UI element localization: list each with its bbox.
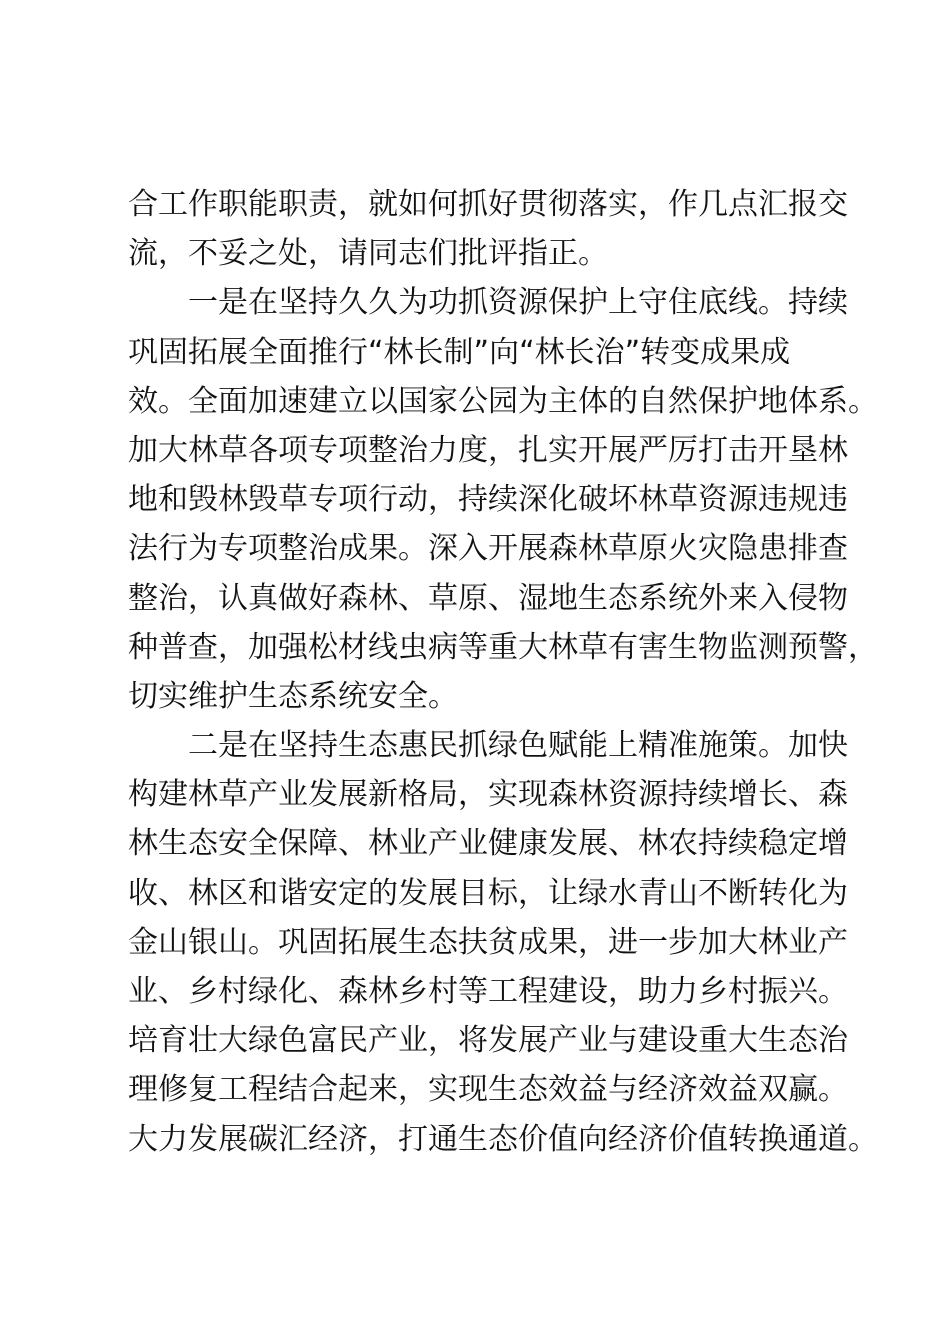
text-line: 业、乡村绿化、森林乡村等工程建设，助力乡村振兴。: [128, 974, 848, 1009]
text-line: 种普查，加强松材线虫病等重大林草有害生物监测预警，: [128, 629, 878, 665]
text-line: 林生态安全保障、林业产业健康发展、林农持续稳定增: [128, 826, 848, 862]
text-line: 地和毁林毁草专项行动，持续深化破坏林草资源违规违: [128, 482, 848, 518]
paragraph-first-line: 二是在坚持生态惠民抓绿色赋能上精准施策。加快: [188, 728, 848, 764]
text-line: 合工作职能职责，就如何抓好贯彻落实，作几点汇报交: [128, 187, 848, 222]
text-line: 培育壮大绿色富民产业，将发展产业与建设重大生态治: [128, 1023, 848, 1059]
paragraph-first-line: 一是在坚持久久为功抓资源保护上守住底线。持续: [188, 285, 848, 321]
text-line: 整治，认真做好森林、草原、湿地生态系统外来入侵物: [128, 580, 848, 616]
text-line: 构建林草产业发展新格局，实现森林资源持续增长、森: [128, 777, 848, 813]
text-line: 巩固拓展全面推行“林长制”向“林长治”转变成果成: [128, 334, 791, 370]
text-line: 法行为专项整治成果。深入开展森林草原火灾隐患排查: [128, 531, 848, 567]
text-line: 流，不妥之处，请同志们批评指正。: [128, 236, 608, 272]
text-line: 切实维护生态系统安全。: [128, 678, 458, 714]
text-line: 金山银山。巩固拓展生态扶贫成果，进一步加大林业产: [128, 924, 848, 960]
text-line: 理修复工程结合起来，实现生态效益与经济效益双赢。: [128, 1072, 848, 1108]
text-line: 大力发展碳汇经济，打通生态价值向经济价值转换通道。: [128, 1121, 878, 1157]
text-line: 收、林区和谐安定的发展目标，让绿水青山不断转化为: [128, 875, 848, 911]
text-line: 加大林草各项专项整治力度，扎实开展严厉打击开垦林: [128, 432, 848, 468]
document-body: [128, 180, 878, 1164]
text-line: 效。全面加速建立以国家公园为主体的自然保护地体系。: [128, 383, 878, 419]
